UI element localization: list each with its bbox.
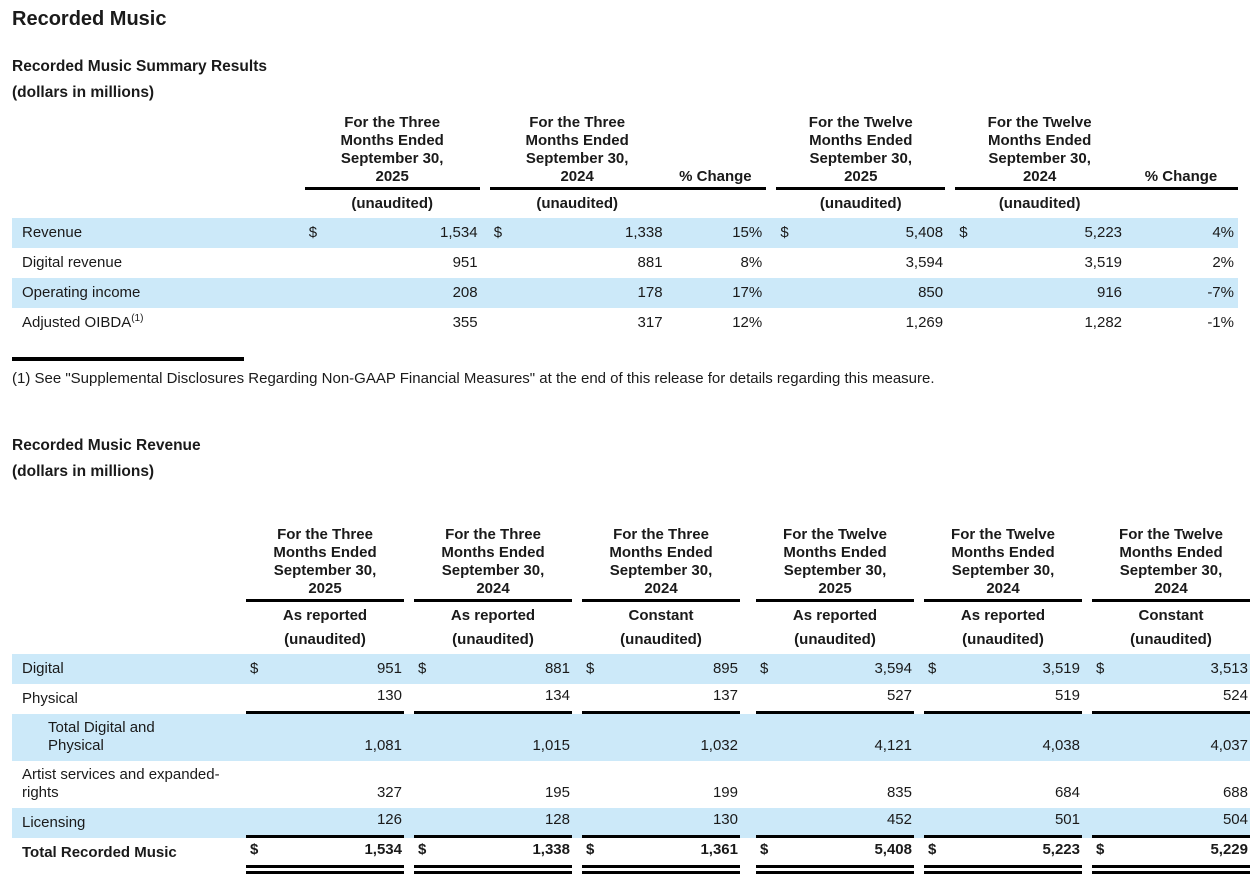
value-cell: 1,361 xyxy=(608,838,740,868)
unaudited-label: (unaudited) xyxy=(620,631,702,648)
value-cell: 951 xyxy=(452,254,478,271)
value-cell: 452 xyxy=(782,808,914,838)
row-label: Adjusted OIBDA$^{(1)}$ xyxy=(22,313,144,331)
value-cell: 1,282 xyxy=(1084,314,1123,331)
table-row-physical xyxy=(12,684,1250,714)
table-row-total-digital-physical xyxy=(12,714,1250,761)
row-label: Digital xyxy=(22,660,64,677)
value-cell: 317 xyxy=(637,314,663,331)
column-header: For the Twelve Months Ended September 30, 2024 xyxy=(955,114,1124,190)
unaudited-label: (unaudited) xyxy=(998,195,1081,212)
table-row-revenue xyxy=(12,218,1238,248)
value-cell: 126 xyxy=(272,808,404,838)
value-cell: 504 xyxy=(1118,808,1250,838)
value-cell: 130 xyxy=(272,684,404,714)
value-cell: 895 xyxy=(712,660,738,677)
value-cell: 178 xyxy=(637,284,663,301)
value-cell: 130 xyxy=(608,808,740,838)
dollar-sign: $ xyxy=(582,838,608,868)
row-label: Total Digital and Physical xyxy=(48,719,155,754)
value-cell: 1,338 xyxy=(440,838,572,868)
dollar-sign: $ xyxy=(246,838,272,868)
value-cell: 527 xyxy=(782,684,914,714)
value-cell: 1,338 xyxy=(625,224,663,241)
dollar-sign: $ xyxy=(493,224,503,241)
row-label: Total Recorded Music xyxy=(22,844,177,861)
value-cell: 951 xyxy=(376,660,402,677)
pct-change-cell: -1% xyxy=(1207,314,1234,331)
value-cell: 850 xyxy=(918,284,944,301)
value-cell: 137 xyxy=(608,684,740,714)
summary-table-subtitle: (dollars in millions) xyxy=(12,84,155,101)
row-label: Licensing xyxy=(22,814,86,831)
value-cell: 501 xyxy=(950,808,1082,838)
pct-change-cell: 15% xyxy=(732,224,763,241)
column-header: For the Three Months Ended September 30, 2024 xyxy=(414,526,572,602)
value-cell: 881 xyxy=(544,660,570,677)
unaudited-label: (unaudited) xyxy=(536,195,618,212)
dollar-sign: $ xyxy=(586,660,595,677)
value-cell: 1,032 xyxy=(700,737,738,754)
value-cell: 3,594 xyxy=(874,660,912,677)
row-label: Physical xyxy=(22,690,78,707)
value-cell: 881 xyxy=(637,254,663,271)
footnote-marker: (1) xyxy=(131,313,144,324)
dollar-sign: $ xyxy=(250,660,259,677)
revenue-table-subtitle: (dollars in millions) xyxy=(12,463,155,480)
table-row-operating-income xyxy=(12,278,1238,308)
value-cell: 688 xyxy=(1222,784,1248,801)
value-cell: 4,038 xyxy=(1042,737,1080,754)
basis-label: As reported xyxy=(792,607,878,624)
value-cell: 1,269 xyxy=(905,314,944,331)
row-label: Digital revenue xyxy=(22,254,123,271)
unaudited-label: (unaudited) xyxy=(962,631,1044,648)
table-row-artist-services xyxy=(12,761,1250,808)
value-cell: 1,015 xyxy=(532,737,570,754)
unaudited-label: (unaudited) xyxy=(794,631,876,648)
basis-row xyxy=(12,602,1250,626)
table-row-digital xyxy=(12,654,1250,684)
table-row-digital-revenue xyxy=(12,248,1238,278)
pct-change-cell: 2% xyxy=(1212,254,1234,271)
unaudited-label: (unaudited) xyxy=(452,631,534,648)
table-row-licensing xyxy=(12,808,1250,838)
value-cell: 208 xyxy=(452,284,478,301)
value-cell: 5,408 xyxy=(905,224,944,241)
value-cell: 4,121 xyxy=(874,737,912,754)
page-title: Recorded Music xyxy=(12,8,167,30)
value-cell: 3,519 xyxy=(1084,254,1123,271)
column-header: For the Three Months Ended September 30, 2024 xyxy=(490,114,665,190)
summary-table-title: Recorded Music Summary Results xyxy=(12,58,267,75)
unaudited-label: (unaudited) xyxy=(284,631,366,648)
dollar-sign: $ xyxy=(414,838,440,868)
column-header: For the Three Months Ended September 30, 2024 xyxy=(582,526,740,602)
value-cell: 684 xyxy=(1054,784,1080,801)
unaudited-row xyxy=(12,626,1250,654)
unaudited-row xyxy=(12,190,1238,218)
dollar-sign: $ xyxy=(1092,838,1118,868)
value-cell: 3,519 xyxy=(1042,660,1080,677)
unaudited-label: (unaudited) xyxy=(819,195,902,212)
revenue-header-row xyxy=(12,526,1250,602)
column-header: For the Twelve Months Ended September 30, 2024 xyxy=(924,526,1082,602)
unaudited-label: (unaudited) xyxy=(351,195,433,212)
value-cell: 5,223 xyxy=(950,838,1082,868)
column-header-pct-change: % Change xyxy=(1124,114,1238,190)
column-header: For the Three Months Ended September 30, 2025 xyxy=(246,526,404,602)
footnote-text: (1) See "Supplemental Disclosures Regarding Non-GAAP Financial Measures" at the end of this release for details regarding this measure. xyxy=(12,370,935,387)
pct-change-cell: 12% xyxy=(732,314,763,331)
value-cell: 1,534 xyxy=(440,224,478,241)
table-row-total-recorded-music xyxy=(12,838,1250,868)
dollar-sign: $ xyxy=(924,838,950,868)
value-cell: 519 xyxy=(950,684,1082,714)
value-cell: 355 xyxy=(452,314,478,331)
value-cell: 5,408 xyxy=(782,838,914,868)
value-cell: 3,513 xyxy=(1210,660,1248,677)
summary-header-row xyxy=(12,114,1238,190)
value-cell: 1,534 xyxy=(272,838,404,868)
dollar-sign: $ xyxy=(756,838,782,868)
unaudited-label: (unaudited) xyxy=(1130,631,1212,648)
dollar-sign: $ xyxy=(780,224,789,241)
value-cell: 916 xyxy=(1096,284,1123,301)
dollar-sign: $ xyxy=(308,224,318,241)
dollar-sign: $ xyxy=(760,660,769,677)
footnote-divider xyxy=(12,357,244,361)
column-header: For the Twelve Months Ended September 30, 2025 xyxy=(776,114,945,190)
pct-change-cell: 8% xyxy=(740,254,763,271)
column-header: For the Three Months Ended September 30, 2025 xyxy=(305,114,480,190)
pct-change-cell: -7% xyxy=(1207,284,1234,301)
value-cell: 195 xyxy=(544,784,570,801)
summary-table xyxy=(12,114,1238,338)
dollar-sign: $ xyxy=(928,660,937,677)
value-cell: 5,223 xyxy=(1084,224,1123,241)
row-label: Operating income xyxy=(22,284,141,301)
basis-label: As reported xyxy=(450,607,536,624)
value-cell: 128 xyxy=(440,808,572,838)
value-cell: 5,229 xyxy=(1118,838,1250,868)
basis-label: As reported xyxy=(282,607,368,624)
value-cell: 524 xyxy=(1118,684,1250,714)
value-cell: 199 xyxy=(712,784,738,801)
basis-label: Constant xyxy=(628,607,694,624)
row-label: Revenue xyxy=(22,224,83,241)
basis-label: As reported xyxy=(960,607,1046,624)
revenue-table xyxy=(12,526,1250,874)
value-cell: 1,081 xyxy=(364,737,402,754)
basis-label: Constant xyxy=(1138,607,1204,624)
dollar-sign: $ xyxy=(1096,660,1105,677)
value-cell: 3,594 xyxy=(905,254,944,271)
value-cell: 327 xyxy=(376,784,402,801)
dollar-sign: $ xyxy=(959,224,968,241)
value-cell: 835 xyxy=(886,784,912,801)
revenue-table-title: Recorded Music Revenue xyxy=(12,437,201,454)
row-label: Artist services and expanded-rights xyxy=(22,766,220,801)
column-header-pct-change: % Change xyxy=(665,114,767,190)
value-cell: 134 xyxy=(440,684,572,714)
pct-change-cell: 17% xyxy=(732,284,763,301)
dollar-sign: $ xyxy=(418,660,427,677)
value-cell: 4,037 xyxy=(1210,737,1248,754)
double-rule-row xyxy=(12,868,1250,874)
table-row-adjusted-oibda xyxy=(12,308,1238,338)
column-header: For the Twelve Months Ended September 30, 2024 xyxy=(1092,526,1250,602)
column-header: For the Twelve Months Ended September 30, 2025 xyxy=(756,526,914,602)
pct-change-cell: 4% xyxy=(1212,224,1234,241)
